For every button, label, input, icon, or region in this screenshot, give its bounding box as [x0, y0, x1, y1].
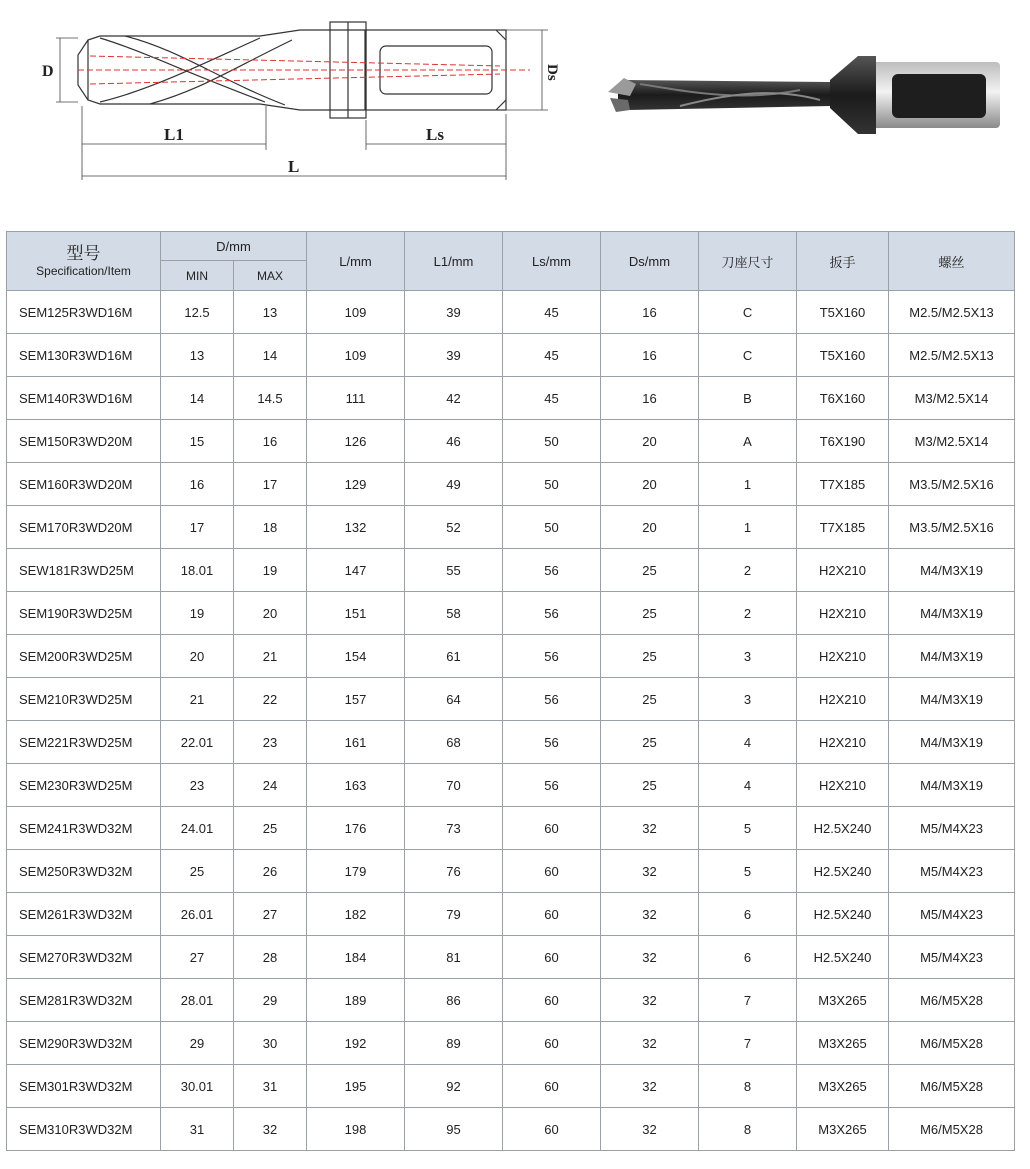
cell-ds: 32: [601, 1108, 699, 1151]
cell-l: 195: [307, 1065, 405, 1108]
drill-photo: [600, 40, 1010, 150]
cell-d-min: 28.01: [161, 979, 234, 1022]
cell-ls: 50: [503, 420, 601, 463]
col-header-model: [7, 232, 161, 291]
cell-ds: 16: [601, 377, 699, 420]
cell-wrench: H2X210: [797, 764, 889, 807]
cell-spec: SEM270R3WD32M: [7, 936, 161, 979]
cell-ls: 60: [503, 1108, 601, 1151]
cell-spec: SEM281R3WD32M: [7, 979, 161, 1022]
col-header-wrench: 扳手: [797, 232, 889, 291]
cell-ls: 50: [503, 506, 601, 549]
cell-screw: M5/M4X23: [889, 850, 1015, 893]
table-row: [7, 506, 1015, 549]
cell-wrench: M3X265: [797, 1108, 889, 1151]
cell-spec: SEM210R3WD25M: [7, 678, 161, 721]
table-row: [7, 850, 1015, 893]
cell-insert-size: 3: [699, 678, 797, 721]
cell-insert-size: A: [699, 420, 797, 463]
dim-ds-label: Ds: [544, 64, 560, 81]
table-row: [7, 1065, 1015, 1108]
cell-insert-size: 5: [699, 807, 797, 850]
cell-l1: 89: [405, 1022, 503, 1065]
cell-d-max: 27: [234, 893, 307, 936]
dim-l1-label: L1: [164, 125, 184, 144]
cell-wrench: H2.5X240: [797, 893, 889, 936]
cell-d-min: 23: [161, 764, 234, 807]
table-row: [7, 721, 1015, 764]
cell-l: 129: [307, 463, 405, 506]
cell-screw: M4/M3X19: [889, 592, 1015, 635]
cell-spec: SEM310R3WD32M: [7, 1108, 161, 1151]
cell-d-max: 19: [234, 549, 307, 592]
cell-d-max: 23: [234, 721, 307, 764]
cell-l1: 42: [405, 377, 503, 420]
cell-d-max: 30: [234, 1022, 307, 1065]
cell-l1: 46: [405, 420, 503, 463]
col-header-ds: Ds/mm: [601, 232, 699, 291]
cell-d-max: 24: [234, 764, 307, 807]
cell-l1: 64: [405, 678, 503, 721]
cell-ds: 16: [601, 291, 699, 334]
cell-d-min: 18.01: [161, 549, 234, 592]
cell-spec: SEM261R3WD32M: [7, 893, 161, 936]
cell-l: 163: [307, 764, 405, 807]
cell-l: 109: [307, 334, 405, 377]
col-header-d-max: MAX: [234, 261, 307, 291]
cell-l1: 81: [405, 936, 503, 979]
cell-l1: 79: [405, 893, 503, 936]
cell-insert-size: B: [699, 377, 797, 420]
cell-l: 161: [307, 721, 405, 764]
spec-table: [6, 231, 1015, 1151]
cell-d-max: 18: [234, 506, 307, 549]
col-header-l: L/mm: [307, 232, 405, 291]
cell-d-min: 26.01: [161, 893, 234, 936]
cell-d-max: 16: [234, 420, 307, 463]
cell-l: 126: [307, 420, 405, 463]
table-row: [7, 377, 1015, 420]
dim-l-label: L: [288, 157, 300, 176]
cell-d-max: 26: [234, 850, 307, 893]
col-header-screw: 螺丝: [889, 232, 1015, 291]
cell-l1: 86: [405, 979, 503, 1022]
cell-screw: M4/M3X19: [889, 549, 1015, 592]
cell-insert-size: 7: [699, 1022, 797, 1065]
cell-l1: 58: [405, 592, 503, 635]
cell-d-max: 32: [234, 1108, 307, 1151]
col-header-insert-size: 刀座尺寸: [699, 232, 797, 291]
cell-screw: M4/M3X19: [889, 764, 1015, 807]
cell-d-max: 28: [234, 936, 307, 979]
cell-l1: 55: [405, 549, 503, 592]
cell-screw: M2.5/M2.5X13: [889, 291, 1015, 334]
cell-insert-size: 8: [699, 1108, 797, 1151]
cell-ds: 25: [601, 549, 699, 592]
cell-ds: 32: [601, 893, 699, 936]
table-row: [7, 936, 1015, 979]
table-row: [7, 807, 1015, 850]
cell-ds: 25: [601, 592, 699, 635]
cell-screw: M6/M5X28: [889, 979, 1015, 1022]
cell-insert-size: 4: [699, 764, 797, 807]
cell-wrench: M3X265: [797, 979, 889, 1022]
table-row: [7, 334, 1015, 377]
cell-spec: SEM160R3WD20M: [7, 463, 161, 506]
cell-wrench: H2X210: [797, 592, 889, 635]
cell-insert-size: 8: [699, 1065, 797, 1108]
cell-spec: SEM140R3WD16M: [7, 377, 161, 420]
cell-spec: SEM250R3WD32M: [7, 850, 161, 893]
cell-d-min: 12.5: [161, 291, 234, 334]
cell-l1: 39: [405, 291, 503, 334]
cell-d-max: 14: [234, 334, 307, 377]
cell-insert-size: C: [699, 334, 797, 377]
cell-l: 132: [307, 506, 405, 549]
cell-ds: 25: [601, 764, 699, 807]
header-model-en: Specification/Item: [36, 264, 131, 278]
cell-insert-size: 5: [699, 850, 797, 893]
cell-ds: 25: [601, 635, 699, 678]
cell-d-max: 25: [234, 807, 307, 850]
cell-d-min: 16: [161, 463, 234, 506]
cell-d-min: 19: [161, 592, 234, 635]
cell-spec: SEM190R3WD25M: [7, 592, 161, 635]
cell-ds: 20: [601, 506, 699, 549]
cell-screw: M3/M2.5X14: [889, 420, 1015, 463]
cell-ls: 60: [503, 807, 601, 850]
cell-d-min: 29: [161, 1022, 234, 1065]
cell-screw: M3.5/M2.5X16: [889, 506, 1015, 549]
cell-wrench: H2.5X240: [797, 936, 889, 979]
cell-screw: M4/M3X19: [889, 721, 1015, 764]
cell-d-min: 22.01: [161, 721, 234, 764]
table-row: [7, 1022, 1015, 1065]
cell-wrench: T5X160: [797, 291, 889, 334]
cell-wrench: H2X210: [797, 549, 889, 592]
cell-ls: 60: [503, 979, 601, 1022]
cell-l: 151: [307, 592, 405, 635]
cell-wrench: M3X265: [797, 1065, 889, 1108]
cell-spec: SEW181R3WD25M: [7, 549, 161, 592]
cell-insert-size: 1: [699, 506, 797, 549]
cell-screw: M5/M4X23: [889, 807, 1015, 850]
cell-spec: SEM301R3WD32M: [7, 1065, 161, 1108]
cell-wrench: H2.5X240: [797, 850, 889, 893]
cell-spec: SEM130R3WD16M: [7, 334, 161, 377]
cell-l1: 70: [405, 764, 503, 807]
cell-l: 147: [307, 549, 405, 592]
col-header-ls: Ls/mm: [503, 232, 601, 291]
cell-l: 154: [307, 635, 405, 678]
drill-dimension-drawing: [30, 10, 570, 190]
cell-ls: 56: [503, 549, 601, 592]
cell-spec: SEM241R3WD32M: [7, 807, 161, 850]
cell-insert-size: 2: [699, 549, 797, 592]
cell-l: 198: [307, 1108, 405, 1151]
cell-insert-size: 4: [699, 721, 797, 764]
cell-spec: SEM125R3WD16M: [7, 291, 161, 334]
cell-l1: 76: [405, 850, 503, 893]
table-row: [7, 549, 1015, 592]
cell-spec: SEM290R3WD32M: [7, 1022, 161, 1065]
cell-l1: 95: [405, 1108, 503, 1151]
cell-l: 157: [307, 678, 405, 721]
cell-d-min: 27: [161, 936, 234, 979]
cell-ls: 56: [503, 764, 601, 807]
cell-spec: SEM230R3WD25M: [7, 764, 161, 807]
cell-screw: M3/M2.5X14: [889, 377, 1015, 420]
table-row: [7, 1108, 1015, 1151]
table-row: [7, 592, 1015, 635]
table-row: [7, 420, 1015, 463]
cell-d-max: 29: [234, 979, 307, 1022]
cell-spec: SEM170R3WD20M: [7, 506, 161, 549]
cell-ds: 32: [601, 850, 699, 893]
cell-d-min: 15: [161, 420, 234, 463]
cell-l1: 92: [405, 1065, 503, 1108]
cell-ls: 45: [503, 377, 601, 420]
table-row: [7, 893, 1015, 936]
cell-insert-size: 7: [699, 979, 797, 1022]
cell-wrench: T6X160: [797, 377, 889, 420]
cell-ds: 20: [601, 463, 699, 506]
cell-spec: SEM150R3WD20M: [7, 420, 161, 463]
cell-wrench: T7X185: [797, 506, 889, 549]
cell-screw: M2.5/M2.5X13: [889, 334, 1015, 377]
cell-d-min: 24.01: [161, 807, 234, 850]
cell-screw: M6/M5X28: [889, 1022, 1015, 1065]
table-row: [7, 979, 1015, 1022]
cell-screw: M3.5/M2.5X16: [889, 463, 1015, 506]
cell-l1: 73: [405, 807, 503, 850]
cell-ds: 25: [601, 721, 699, 764]
cell-ds: 32: [601, 1065, 699, 1108]
cell-l: 111: [307, 377, 405, 420]
cell-ds: 32: [601, 807, 699, 850]
cell-ds: 25: [601, 678, 699, 721]
cell-d-max: 22: [234, 678, 307, 721]
table-row: [7, 291, 1015, 334]
cell-screw: M5/M4X23: [889, 936, 1015, 979]
cell-insert-size: 6: [699, 893, 797, 936]
cell-d-min: 21: [161, 678, 234, 721]
cell-d-min: 17: [161, 506, 234, 549]
cell-l: 189: [307, 979, 405, 1022]
cell-insert-size: C: [699, 291, 797, 334]
header-model-cn: 型号: [66, 244, 101, 263]
cell-wrench: H2.5X240: [797, 807, 889, 850]
col-header-l1: L1/mm: [405, 232, 503, 291]
cell-ls: 60: [503, 1065, 601, 1108]
cell-d-max: 20: [234, 592, 307, 635]
cell-wrench: T6X190: [797, 420, 889, 463]
cell-wrench: H2X210: [797, 635, 889, 678]
cell-ls: 56: [503, 721, 601, 764]
cell-l1: 49: [405, 463, 503, 506]
cell-screw: M4/M3X19: [889, 678, 1015, 721]
cell-l: 192: [307, 1022, 405, 1065]
cell-insert-size: 3: [699, 635, 797, 678]
cell-l: 182: [307, 893, 405, 936]
cell-l: 179: [307, 850, 405, 893]
cell-wrench: M3X265: [797, 1022, 889, 1065]
cell-l1: 52: [405, 506, 503, 549]
cell-d-min: 30.01: [161, 1065, 234, 1108]
cell-d-max: 14.5: [234, 377, 307, 420]
cell-d-max: 17: [234, 463, 307, 506]
cell-l: 184: [307, 936, 405, 979]
cell-wrench: T7X185: [797, 463, 889, 506]
cell-d-max: 13: [234, 291, 307, 334]
cell-d-min: 20: [161, 635, 234, 678]
cell-spec: SEM221R3WD25M: [7, 721, 161, 764]
cell-l1: 68: [405, 721, 503, 764]
cell-d-min: 25: [161, 850, 234, 893]
cell-wrench: H2X210: [797, 678, 889, 721]
cell-ls: 45: [503, 334, 601, 377]
cell-ls: 56: [503, 635, 601, 678]
cell-screw: M6/M5X28: [889, 1108, 1015, 1151]
col-header-d-min: MIN: [161, 261, 234, 291]
table-row: [7, 463, 1015, 506]
col-header-d: D/mm: [161, 232, 307, 261]
cell-d-min: 14: [161, 377, 234, 420]
table-row: [7, 678, 1015, 721]
dim-d-label: D: [42, 63, 54, 80]
cell-l1: 61: [405, 635, 503, 678]
cell-ls: 56: [503, 592, 601, 635]
cell-d-min: 13: [161, 334, 234, 377]
cell-wrench: H2X210: [797, 721, 889, 764]
cell-ls: 60: [503, 936, 601, 979]
cell-ls: 60: [503, 893, 601, 936]
cell-screw: M5/M4X23: [889, 893, 1015, 936]
cell-insert-size: 1: [699, 463, 797, 506]
cell-ds: 32: [601, 1022, 699, 1065]
cell-ls: 60: [503, 850, 601, 893]
cell-insert-size: 2: [699, 592, 797, 635]
cell-ds: 20: [601, 420, 699, 463]
dim-ls-label: Ls: [426, 125, 444, 144]
cell-d-max: 21: [234, 635, 307, 678]
cell-spec: SEM200R3WD25M: [7, 635, 161, 678]
cell-d-max: 31: [234, 1065, 307, 1108]
cell-ds: 32: [601, 936, 699, 979]
cell-l1: 39: [405, 334, 503, 377]
cell-ls: 60: [503, 1022, 601, 1065]
cell-insert-size: 6: [699, 936, 797, 979]
cell-screw: M4/M3X19: [889, 635, 1015, 678]
cell-ls: 56: [503, 678, 601, 721]
table-row: [7, 764, 1015, 807]
cell-ls: 50: [503, 463, 601, 506]
cell-screw: M6/M5X28: [889, 1065, 1015, 1108]
cell-l: 109: [307, 291, 405, 334]
cell-wrench: T5X160: [797, 334, 889, 377]
cell-d-min: 31: [161, 1108, 234, 1151]
table-row: [7, 635, 1015, 678]
cell-ds: 32: [601, 979, 699, 1022]
cell-l: 176: [307, 807, 405, 850]
cell-ls: 45: [503, 291, 601, 334]
cell-ds: 16: [601, 334, 699, 377]
